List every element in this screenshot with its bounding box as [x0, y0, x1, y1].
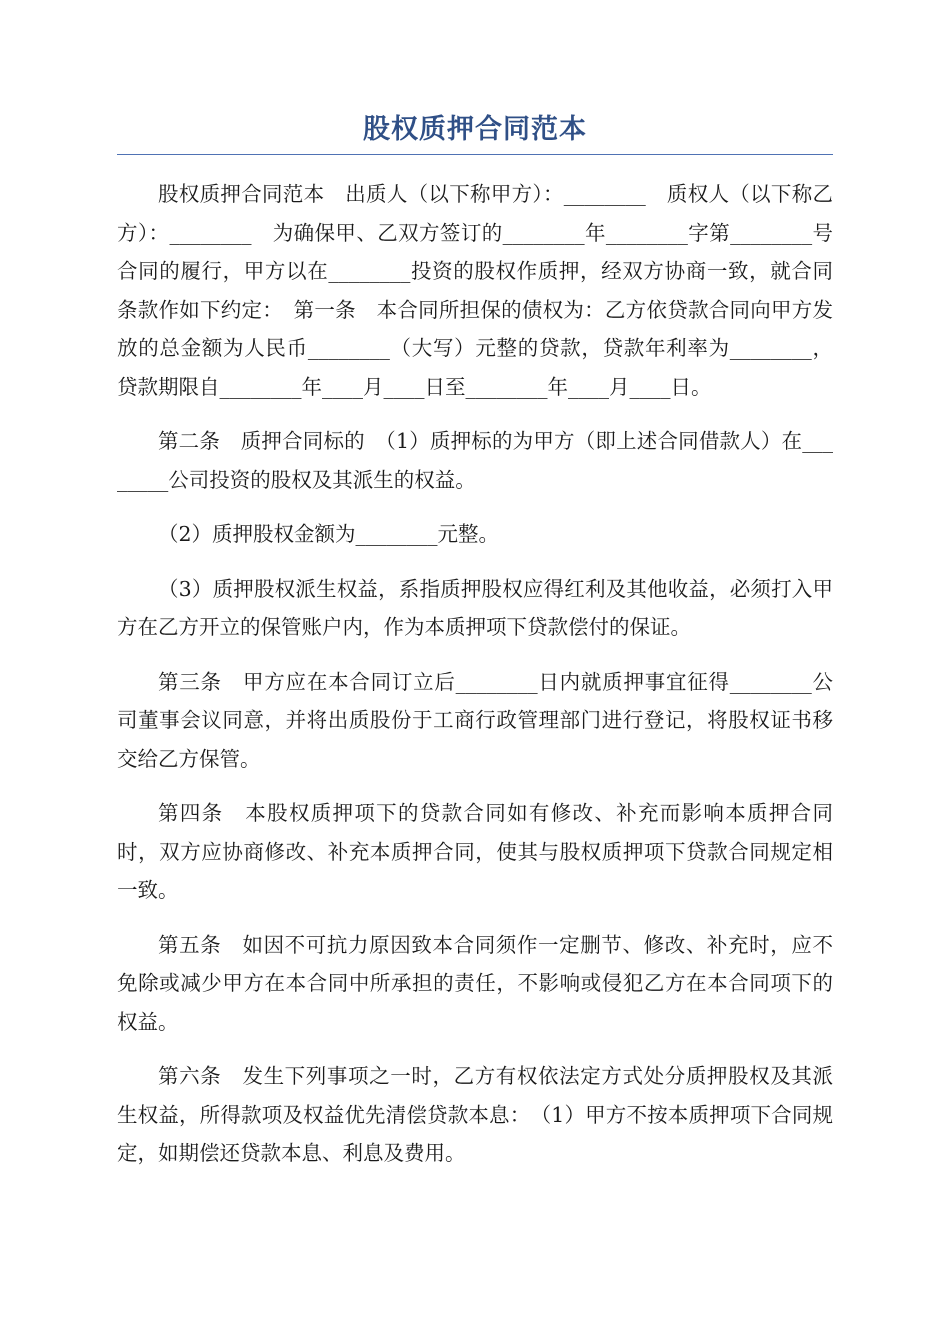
document-body: [117, 175, 833, 1173]
paragraph-article-2: 第二条 质押合同标的 （1）质押标的为甲方（即上述合同借款人）在________公司投资的股权及其派生的权益。: [117, 429, 833, 492]
document-page: [117, 108, 833, 1189]
paragraph-intro-article-1: 股权质押合同范本 出质人（以下称甲方）：________ 质权人（以下称乙方）：________ 为确保甲、乙双方签订的________年________字第________号合同的履行，甲方以在________投资的股权作质押，经双方协商一致，就合同条款作如下约定： 第一条 本合同所担保的债权为：乙方依贷款合同向甲方发放的总金额为人民币________（大写）元整的贷款，贷款年利率为________，贷款期限自________年____月____日至________年____月____日。: [117, 182, 833, 399]
paragraph-article-5: 第五条 如因不可抗力原因致本合同须作一定删节、修改、补充时，应不免除或减少甲方在本合同中所承担的责任，不影响或侵犯乙方在本合同项下的权益。: [117, 932, 833, 1034]
paragraph-article-6: 第六条 发生下列事项之一时，乙方有权依法定方式处分质押股权及其派生权益，所得款项及权益优先清偿贷款本息： （1）甲方不按本质押项下合同规定，如期偿还贷款本息、利息及费用。: [117, 1064, 833, 1165]
paragraph-article-4: 第四条 本股权质押项下的贷款合同如有修改、补充而影响本质押合同时，双方应协商修改、补充本质押合同，使其与股权质押项下贷款合同规定相一致。: [117, 801, 833, 902]
paragraph-article-2-item-3: （3）质押股权派生权益，系指质押股权应得红利及其他收益，必须打入甲方在乙方开立的保管账户内，作为本质押项下贷款偿付的保证。: [117, 576, 833, 639]
paragraph-article-2-item-2: （2）质押股权金额为________元整。: [158, 522, 500, 546]
document-title: 股权质押合同范本: [117, 108, 833, 155]
paragraph-article-3: 第三条 甲方应在本合同订立后________日内就质押事宜征得________公司董事会议同意，并将出质股份于工商行政管理部门进行登记，将股权证书移交给乙方保管。: [117, 669, 833, 771]
